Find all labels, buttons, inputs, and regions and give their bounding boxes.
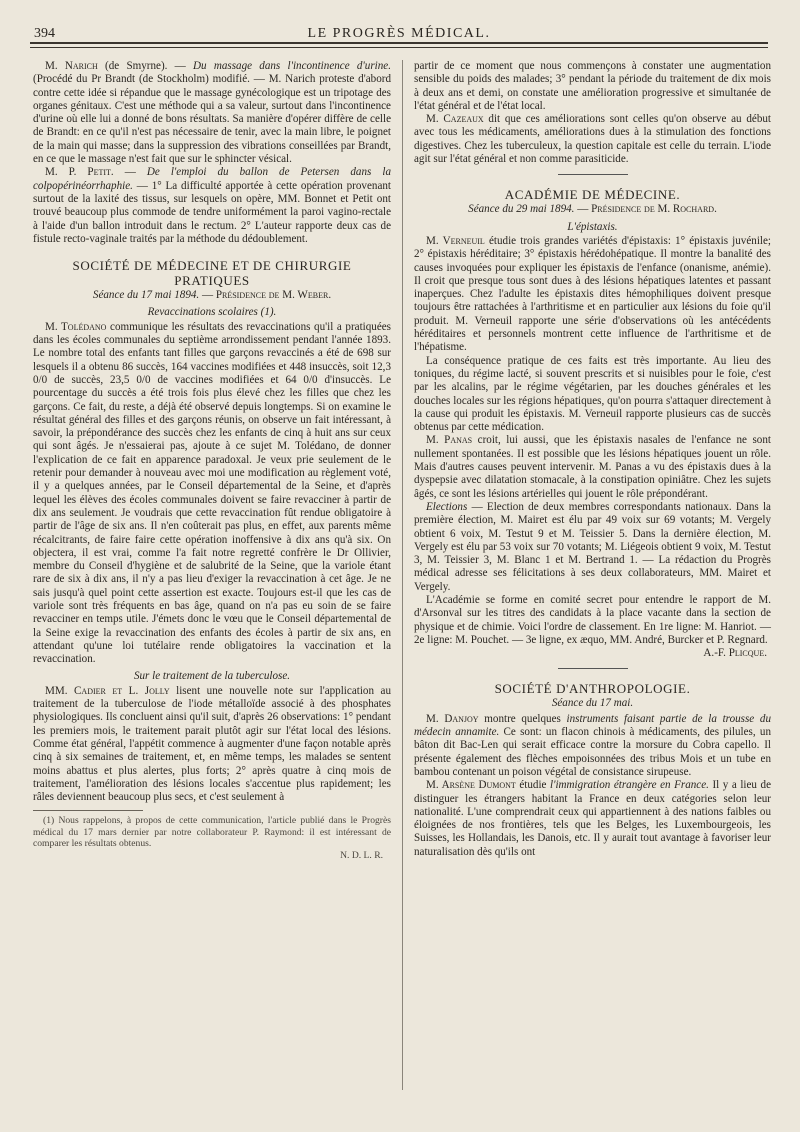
- text: croit, lui aussi, que les épistaxis nasales de l'enfance ne sont nullement spontanées. Il est possible que les lésions hépatiques jouent un rôle. Mais d'autres causes peuvent intervenir. M. Panas a vu des épistaxis dues à la dyspepsie avec dilatation stomacale, à la constipation opiniâtre. Chez les sujets âgés, ce sont les lésions artérielles qui jouent le rôle prépondérant.: [414, 434, 771, 500]
- text: (Procédé du Pr Brandt (de Stockholm) modifié. — M. Narich proteste d'abord contre cette idée si répandue que le massage gynécologique est un tripotage des organes génitaux. C'est une méthode qui a sa valeur, surtout dans l'incontinence d'urine où elle lui a donné de bons résultats. Sa manière d'opérer diffère de celle de Brandt: en ce qu'il n'est pas nécessaire de tenir, avec la main libre, le poignet de la main qui masse; dans la suppression des vibrations conseillées par Brandt, en ce que le massage n'est fait que sur le sphincter vésical.: [33, 73, 391, 166]
- presidence: — Présidence de M. Weber.: [199, 289, 332, 302]
- elections-label: Elections: [426, 500, 468, 513]
- column-divider: [402, 60, 403, 1090]
- text: — Election de deux membres correspondants nationaux. Dans la première élection, M. Mairet est élu par 49 voix sur 69 votants; M. Vergely obtient 6 voix, M. Testut 9 et M. Teissier 5. Dans la dernière élection, M. Vergely est élu par 53 voix sur 70 votants; M. Liégeois obtient 9 voix, M. Testut 3, M. Teissier 3, M. Blanc 1 et M. Bertrand 1. — La rédaction du Progrès médical adresse ses félicitations à ses deux collaborateurs, MM. Mairet et Vergely.: [414, 500, 771, 593]
- footnote-rule: [33, 810, 143, 811]
- text: communique les résultats des revaccinations qu'il a pratiquées dans les écoles communales du septième arrondissement pendant l'année 1893. Le nombre total des enfants tant filles que garçons revaccinés a été de 698 sur lesquels il a obtenu 86 succès, 164 vaccines modifiées et 448 insuccès, soit 12,3 0/0 de succès, 23,5 0/0 de vaccines modifiées et 64 0/0 d'insuccès. Le pourcentage du succès a été trois fois plus élevé chez les filles que chez les garçons. Ce fait, du reste, a déjà été observé depuis longtemps. Si on examine le résultat général des filles et des garçons réunis, on observe un fait intéressant, à savoir, la prépondérance des succès chez les enfants de cinq à huit ans sur ceux qui sont âgés. Je n'essaierai pas, ajoute à ce sujet M. Tolédano, de donner l'explication de ce fait en apparence paradoxal. Je veux prie seulement de le retenir pour demander à nouveau avec moi une modification au règlement voté, il y a quelques années, par le Conseil départemental de la Seine, et d'après lequel les élèves des écoles communales doivent se faire revacciner à partir de dix ans seulement. Je voudrais que cette revaccination fût rendue obligatoire à partir de l'âge de six ans. Il n'en coûterait pas plus, en effet, aux parents même récalcitrants, de faire faire cette opération inoffensive à dix ans qu'à six. On objectera, il est vrai, comme l'a fait notre regretté confrère le Dr Ollivier, membre du Conseil d'hygiène et de salubrité de la Seine, que la variole étant rare de six à dix ans, il n'y a pas lieu d'exiger la revaccination à cet âge. Je ne sais jusqu'à quel point cette assertion est exacte. Toujours est-il que les cas de variole sont très fréquents en bas âge, quand on n'a pas eu soin de se faire revacciner en temps utile. J'émets donc le vœu que le Conseil départemental de la Seine exige la revaccination des enfants des écoles à partir de six ans, en attendant qu'une loi tutélaire rende obligatoires la vaccination et la revaccination.: [33, 320, 391, 666]
- seance-line: Séance du 17 mai.: [551, 697, 634, 710]
- author-name: M. P. Petit.: [45, 166, 114, 179]
- article-title: instruments faisant partie de la trousse du médecin annamite.: [414, 712, 772, 739]
- section-separator: [558, 668, 628, 669]
- text: Il y a lieu de distinguer les étrangers habitant la France en deux catégories selon leur nationalité. L'une comprendrait ceux qui appartiennent à des nations faibles ou éloignées de nos frontières, tels que les Belges, les Luxembourgeois, les Suisses, les Hollandais, les Danois, etc. Il y aurait tout avantage à favoriser leur naturalisation dès qu'ils ont: [414, 779, 771, 858]
- text: dit que ces améliorations sont celles qu'on observe au début avec tous les médicaments, améliorations dues à la stimulation des fonctions digestives. Chez les tuberculeux, la question capitale est celle du terrain. L'iode agit sur l'état général et non comme parasiticide.: [414, 113, 771, 166]
- continued-paragraph: partir de ce moment que nous commençons à constater une augmentation sensible du poids des malades; 3° pendant la période du traitement de dix mois à deux ans et demi, on constate une amélioration progressive et simultanée de l'état général et de l'état local.: [414, 60, 771, 112]
- text: Ce sont: un flacon chinois à médicaments, des pilules, un bâton dit Bac-Len qui serait efficace contre la morsure du Cobra capello. Il présente également des flèches empoisonnées des tribus Mois et un tube en bambou contenant un poison végétal de consistance sirupeuse.: [414, 726, 771, 778]
- text: étudie trois grandes variétés d'épistaxis: 1° épistaxis juvénile; 2° épistaxis héréditaire; 3° épistaxis hérédohépatique. Il montre la banalité des causes invoquées pour expliquer les épistaxis de l'enfance (onanisme, anémie). Il croit que presque tous sont dues à des lésions hépatiques latentes et passant inaperçues. Chez l'adulte les épistaxis dites hémophiliques doivent presque toujours être rattachées à l'arthritisme et en particulier aux lésions du foie qu'il produit. M. Verneuil rapporte une série d'observations où les antécédents héréditaires et personnels montrent cette influence de l'arthritisme et de l'hépatisme.: [414, 234, 771, 354]
- academie-section-title: ACADÉMIE DE MÉDECINE.: [504, 187, 681, 203]
- comite-paragraph: L'Académie se forme en comité secret pour entendre le rapport de M. d'Arsonval sur les titres des candidats à la place vacante dans la section de physique et de chimie. Voici l'ordre de classement. En 1re ligne: M. Hanriot. — 2e ligne: M. Pouchet. — 3e ligne, ex æquo, MM. André, Burcker et P. Regnard.: [414, 593, 771, 646]
- narich-paragraph: [33, 60, 391, 166]
- verneuil-paragraph: [414, 235, 771, 355]
- author-name: M. Verneuil: [426, 234, 485, 247]
- presidence: — Présidence de M. Rochard.: [574, 203, 717, 216]
- dumont-paragraph: [414, 779, 771, 859]
- anthropologie-section-title: SOCIÉTÉ D'ANTHROPOLOGIE.: [494, 681, 691, 697]
- seance-date: Séance du 29 mai 1894.: [468, 203, 575, 216]
- footnote-signature: N. D. L. R.: [340, 849, 383, 861]
- subsection-title: L'épistaxis.: [567, 220, 618, 233]
- elections-paragraph: [414, 501, 771, 594]
- danjoy-paragraph: [414, 713, 771, 779]
- seance-line: [33, 289, 391, 302]
- page-number: 394: [34, 26, 55, 41]
- left-column: [33, 60, 391, 861]
- article-title: l'immigration étrangère en France.: [550, 779, 709, 792]
- petit-paragraph: [33, 166, 391, 246]
- page-header: [30, 22, 768, 44]
- text: lisent une nouvelle note sur l'application au traitement de la tuberculose de l'iode métalloïde associé à des phosphates physiologiques. Ils concluent ainsi qu'il suit, d'après 26 observations: 1° pendant les premiers mois, le traitement parait plutôt agir sur l'état local des lésions. Comme état général, l'appétit commence à augmenter d'une façon notable après cinq à six semaines de traitement, et, en même temps, les malades se sentent moins abattus et plus alertes, plus forts; 2° après quatre à cinq mois de traitement, l'amélioration des lésions locales s'accentue plus rapidement; les râles deviennent beaucoup plus secs, et c'est seulement à: [33, 684, 391, 804]
- author-name: M. Cazeaux: [426, 113, 484, 126]
- author-name: MM. Cadier et L. Jolly: [45, 684, 170, 697]
- author-name: M. Panas: [426, 434, 473, 447]
- consequence-paragraph: La conséquence pratique de ces faits est très importante. Au lieu des toniques, du régime lacté, si souvent prescrits et si nuisibles pour le foie, c'est par les alcalins, par le régime végétarien, par les douches générales et les douches locales sur les régions hépatiques, qu'on pourra s'attaquer directement à la cause qui produit les épistaxis. M. Verneuil rapporte plusieurs cas de succès obtenus par cette médication.: [414, 354, 771, 434]
- article-title: Du massage dans l'incontinence d'urine.: [193, 60, 391, 72]
- subsection-title: Sur le traitement de la tuberculose.: [133, 670, 291, 683]
- header-rule-thin: [30, 47, 768, 48]
- text: montre quelques: [478, 712, 567, 725]
- societe-section-title: SOCIÉTÉ DE MÉDECINE ET DE CHIRURGIE PRATIQUES: [72, 258, 352, 289]
- panas-paragraph: [414, 434, 771, 500]
- text: —: [113, 166, 147, 179]
- academie-signature: A.-F. Plicque.: [703, 647, 767, 660]
- text: (de Smyrne). —: [97, 60, 194, 72]
- author-name: M. Arsène Dumont: [426, 779, 516, 792]
- right-column: [414, 60, 771, 859]
- article-title: De l'emploi du ballon de Petersen dans la colpopérinéorrhaphie.: [33, 166, 391, 192]
- journal-title: LE PROGRÈS MÉDICAL.: [307, 26, 491, 41]
- footnote: [33, 815, 391, 861]
- seance-date: Séance du 17 mai 1894.: [92, 289, 200, 302]
- author-name: M. Narich: [45, 60, 98, 72]
- author-name: M. Danjoy: [426, 712, 479, 725]
- cadier-paragraph: [33, 685, 391, 805]
- author-name: M. Tolédano: [45, 320, 107, 333]
- footnote-text: (1) Nous rappelons, à propos de cette communication, l'article publié dans le Progrès médical du 17 mars dernier par notre collaborateur P. Raymond: il est intéressant de comparer les résultats obtenus.: [33, 815, 391, 850]
- header-rule: [30, 42, 768, 44]
- subsection-title: Revaccinations scolaires (1).: [147, 306, 277, 319]
- cazeaux-paragraph: [414, 113, 771, 166]
- text: — 1° La difficulté apportée à cette opération provenant surtout de la laxité des tissus, sur lesquels on opère, MM. Bonnet et Petit ont trouvé beaucoup plus commode de tendre uniformément la paroi vagino-rectale à l'aide d'un ballon introduit dans le rectum. 2° L'auteur rapporte deux cas de fistule recto-vaginale traités par la méthode du dédoublement.: [33, 179, 391, 245]
- section-separator: [558, 174, 628, 175]
- text: étudie: [515, 779, 550, 792]
- seance-line: [414, 203, 771, 216]
- toledano-paragraph: [33, 321, 391, 667]
